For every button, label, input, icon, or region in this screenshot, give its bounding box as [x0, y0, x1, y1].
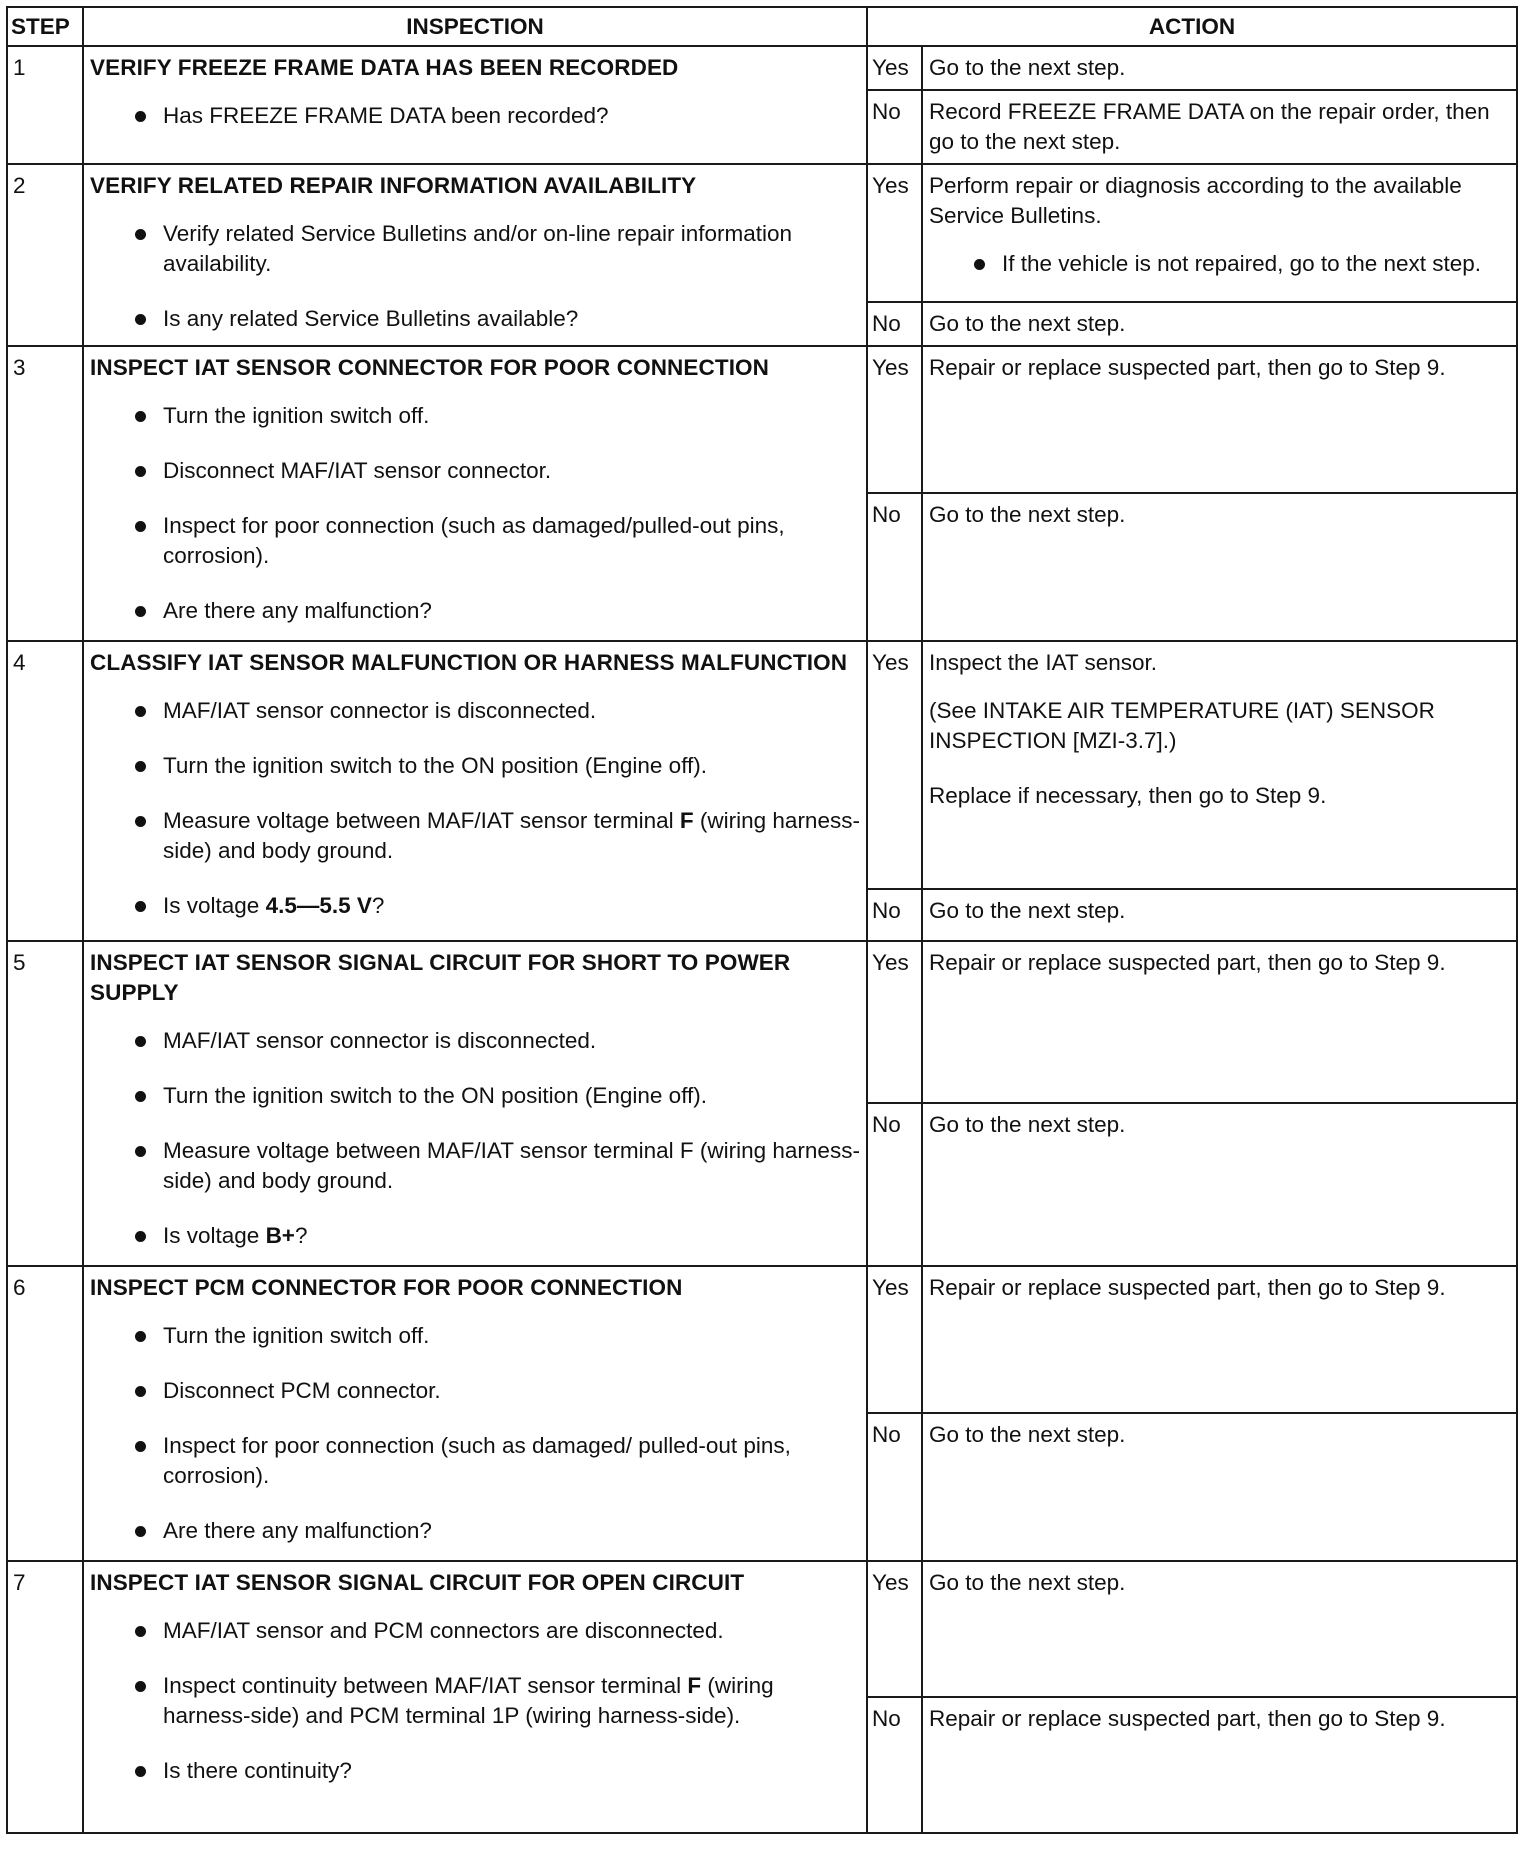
header-row	[7, 7, 1517, 46]
bullet-text: (wiring harness-side) and body ground.	[163, 808, 860, 863]
action-column-header: ACTION	[867, 7, 1517, 46]
bullet-text: Is voltage	[163, 1223, 266, 1248]
no-action: Go to the next step.	[922, 493, 1517, 641]
no-label: No	[867, 1413, 922, 1561]
step-number: 2	[7, 164, 83, 346]
no-action: Go to the next step.	[922, 889, 1517, 941]
yes-action: Go to the next step.	[922, 1561, 1517, 1697]
step-5-yes-row	[7, 941, 1517, 1103]
step-number: 1	[7, 46, 83, 164]
step-7-yes-row	[7, 1561, 1517, 1697]
yes-action: Perform repair or diagnosis according to the available Service Bulletins.	[929, 173, 1462, 228]
inspection-bullet	[90, 1221, 860, 1251]
step-number: 3	[7, 346, 83, 641]
inspection-cell	[83, 941, 867, 1266]
step-title: CLASSIFY IAT SENSOR MALFUNCTION OR HARNESS MALFUNCTION	[90, 650, 848, 675]
terminal-label: F	[687, 1673, 702, 1698]
inspection-cell	[83, 164, 867, 346]
no-label: No	[867, 90, 922, 164]
inspection-bullet: Turn the ignition switch off.	[90, 1321, 860, 1351]
yes-label: Yes	[867, 346, 922, 493]
inspection-bullet: Inspect for poor connection (such as damaged/ pulled-out pins, corrosion).	[90, 1431, 860, 1491]
step-3-yes-row	[7, 346, 1517, 493]
inspection-bullet: Disconnect MAF/IAT sensor connector.	[90, 456, 860, 486]
inspection-bullet: Verify related Service Bulletins and/or on-line repair information availability.	[90, 219, 860, 279]
yes-label: Yes	[867, 641, 922, 889]
inspection-bullet: Turn the ignition switch to the ON position (Engine off).	[90, 751, 860, 781]
step-2-yes-row	[7, 164, 1517, 302]
no-action: Go to the next step.	[922, 1103, 1517, 1266]
step-title: INSPECT PCM CONNECTOR FOR POOR CONNECTION	[90, 1275, 683, 1300]
inspection-cell	[83, 46, 867, 164]
yes-action: Repair or replace suspected part, then go to Step 9.	[922, 941, 1517, 1103]
bullet-text: Measure voltage between MAF/IAT sensor terminal	[163, 808, 680, 833]
inspection-cell	[83, 1266, 867, 1561]
no-label: No	[867, 1103, 922, 1266]
step-number: 7	[7, 1561, 83, 1833]
diagnostic-table	[6, 6, 1518, 1834]
replace-note: Replace if necessary, then go to Step 9.	[929, 783, 1327, 808]
yes-action: Inspect the IAT sensor.	[929, 650, 1158, 675]
yes-label: Yes	[867, 941, 922, 1103]
bullet-text: (wiring harness-side) and PCM terminal 1P (wiring harness-side).	[163, 1673, 774, 1728]
bullet-text: Inspect continuity between MAF/IAT sensor terminal	[163, 1673, 688, 1698]
inspection-bullet: Has FREEZE FRAME DATA been recorded?	[90, 101, 860, 131]
inspection-bullet: MAF/IAT sensor and PCM connectors are disconnected.	[90, 1616, 860, 1646]
voltage-spec: 4.5—5.5 V	[265, 893, 372, 918]
no-action: Record FREEZE FRAME DATA on the repair order, then go to the next step.	[922, 90, 1517, 164]
inspection-bullet	[90, 806, 860, 866]
step-title: INSPECT IAT SENSOR SIGNAL CIRCUIT FOR OPEN CIRCUIT	[90, 1570, 745, 1595]
voltage-spec: B+	[265, 1223, 295, 1248]
inspection-bullet: MAF/IAT sensor connector is disconnected.	[90, 696, 860, 726]
no-action: Go to the next step.	[922, 302, 1517, 346]
no-label: No	[867, 302, 922, 346]
inspection-bullet: Turn the ignition switch off.	[90, 401, 860, 431]
inspection-column-header: INSPECTION	[83, 7, 867, 46]
inspection-bullet: Is any related Service Bulletins available?	[90, 304, 860, 334]
inspection-bullet: MAF/IAT sensor connector is disconnected.	[90, 1026, 860, 1056]
step-column-header: STEP	[7, 7, 83, 46]
inspection-bullet: Is there continuity?	[90, 1756, 860, 1786]
inspection-bullet: Measure voltage between MAF/IAT sensor terminal F (wiring harness-side) and body ground.	[90, 1136, 860, 1196]
yes-action: Repair or replace suspected part, then go to Step 9.	[922, 1266, 1517, 1413]
inspection-bullet: Are there any malfunction?	[90, 1516, 860, 1546]
inspection-cell	[83, 641, 867, 941]
yes-label: Yes	[867, 164, 922, 302]
yes-action-cell	[922, 641, 1517, 889]
bullet-text: ?	[371, 893, 385, 918]
no-action: Repair or replace suspected part, then go to Step 9.	[922, 1697, 1517, 1833]
no-label: No	[867, 889, 922, 941]
step-title: VERIFY FREEZE FRAME DATA HAS BEEN RECORDED	[90, 55, 679, 80]
no-label: No	[867, 493, 922, 641]
terminal-label: F	[679, 808, 694, 833]
reference-note: (See INTAKE AIR TEMPERATURE (IAT) SENSOR INSPECTION [MZI-3.7].)	[929, 698, 1435, 753]
yes-label: Yes	[867, 1266, 922, 1413]
yes-label: Yes	[867, 46, 922, 90]
step-title: VERIFY RELATED REPAIR INFORMATION AVAILABILITY	[90, 173, 697, 198]
yes-label: Yes	[867, 1561, 922, 1697]
inspection-bullet	[90, 1671, 860, 1731]
no-label: No	[867, 1697, 922, 1833]
diagnostic-procedure-document	[6, 6, 1516, 1834]
inspection-bullet	[90, 891, 860, 921]
step-number: 6	[7, 1266, 83, 1561]
inspection-bullet: Turn the ignition switch to the ON position (Engine off).	[90, 1081, 860, 1111]
yes-action-cell	[922, 164, 1517, 302]
step-title: INSPECT IAT SENSOR CONNECTOR FOR POOR CONNECTION	[90, 355, 770, 380]
inspection-cell	[83, 1561, 867, 1833]
bullet-text: ?	[294, 1223, 308, 1248]
inspection-bullet: Are there any malfunction?	[90, 596, 860, 626]
inspection-bullet: Inspect for poor connection (such as damaged/pulled-out pins, corrosion).	[90, 511, 860, 571]
step-1-yes-row	[7, 46, 1517, 90]
bullet-text: Is voltage	[163, 893, 266, 918]
step-6-yes-row	[7, 1266, 1517, 1413]
inspection-cell	[83, 346, 867, 641]
no-action: Go to the next step.	[922, 1413, 1517, 1561]
inspection-bullet: Disconnect PCM connector.	[90, 1376, 860, 1406]
yes-action: Repair or replace suspected part, then go to Step 9.	[922, 346, 1517, 493]
action-bullet: If the vehicle is not repaired, go to the next step.	[929, 249, 1510, 279]
yes-action: Go to the next step.	[922, 46, 1517, 90]
step-number: 5	[7, 941, 83, 1266]
step-title: INSPECT IAT SENSOR SIGNAL CIRCUIT FOR SHORT TO POWER SUPPLY	[90, 950, 791, 1005]
step-4-yes-row	[7, 641, 1517, 889]
step-number: 4	[7, 641, 83, 941]
